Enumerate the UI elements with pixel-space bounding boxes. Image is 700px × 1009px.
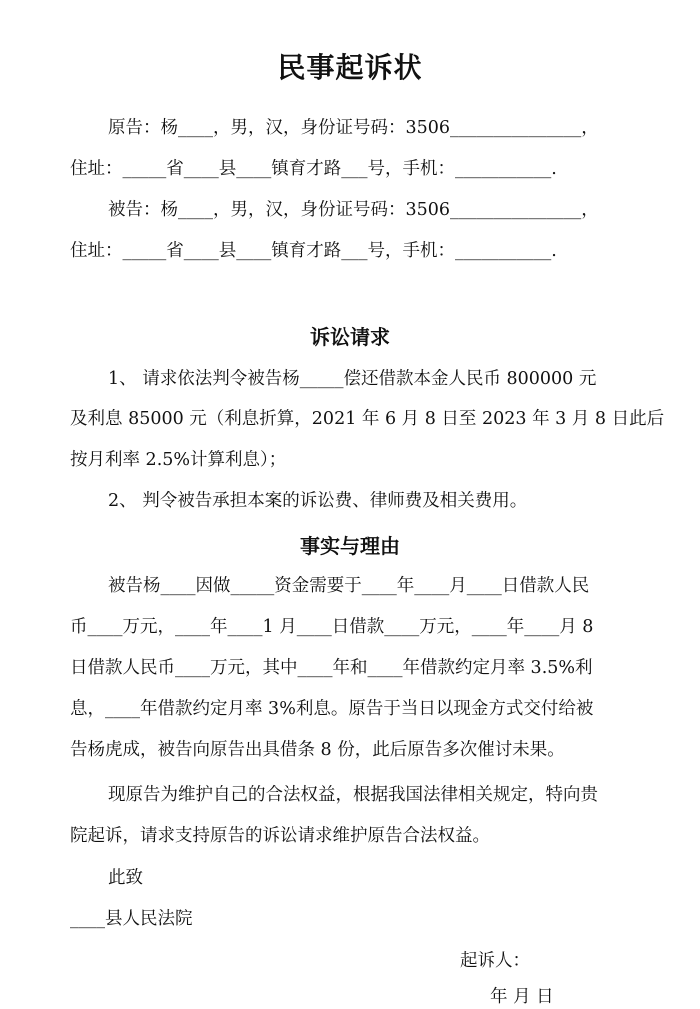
- facts-para2-line-1: 现原告为维护自己的合法权益，根据我国法律相关规定，特向贵: [108, 785, 598, 805]
- claims-heading: 诉讼请求: [310, 325, 390, 349]
- claim-1-line-1: 1、 请求依法判令被告杨_____偿还借款本金人民币 800000 元: [108, 369, 597, 389]
- facts-para1-line-4: 息，____年借款约定月率 3%利息。原告于当日以现金方式交付给被: [70, 699, 594, 719]
- facts-para1-line-3: 日借款人民币____万元，其中____年和____年借款约定月率 3.5%利: [70, 658, 593, 678]
- facts-heading: 事实与理由: [300, 534, 400, 558]
- court-name: ____县人民法院: [70, 909, 193, 929]
- salutation: 此致: [108, 868, 143, 888]
- claim-2-line: 2、 判令被告承担本案的诉讼费、律师费及相关费用。: [108, 491, 528, 511]
- page-title: 民事起诉状: [277, 51, 423, 84]
- facts-para1-line-5: 告杨虎成，被告向原告出具借条 8 份，此后原告多次催讨未果。: [70, 740, 565, 760]
- claim-1-line-3: 按月利率 2.5%计算利息）；: [70, 450, 287, 470]
- facts-para1-line-2: 币____万元，____年____1 月____日借款____万元，____年____月 8: [70, 617, 594, 637]
- plaintiff-line-2: 住址：_____省____县____镇育才路___号，手机：___________.: [70, 159, 557, 179]
- facts-para2-line-2: 院起诉，请求支持原告的诉讼请求维护原告合法权益。: [70, 826, 490, 846]
- claim-1-line-2: 及利息 85000 元（利息折算，2021 年 6 月 8 日至 2023 年 3 月 8 日此后: [70, 409, 665, 429]
- defendant-line-2: 住址：_____省____县____镇育才路___号，手机：___________.: [70, 241, 557, 261]
- signer-label: 起诉人：: [460, 951, 530, 971]
- defendant-line-1: 被告：杨____，男，汉，身份证号码：3506_______________，: [108, 200, 599, 220]
- date-line: 年 月 日: [490, 987, 554, 1007]
- facts-para1-line-1: 被告杨____因做_____资金需要于____年____月____日借款人民: [108, 576, 590, 596]
- plaintiff-line-1: 原告：杨____，男，汉，身份证号码：3506_______________，: [108, 118, 599, 138]
